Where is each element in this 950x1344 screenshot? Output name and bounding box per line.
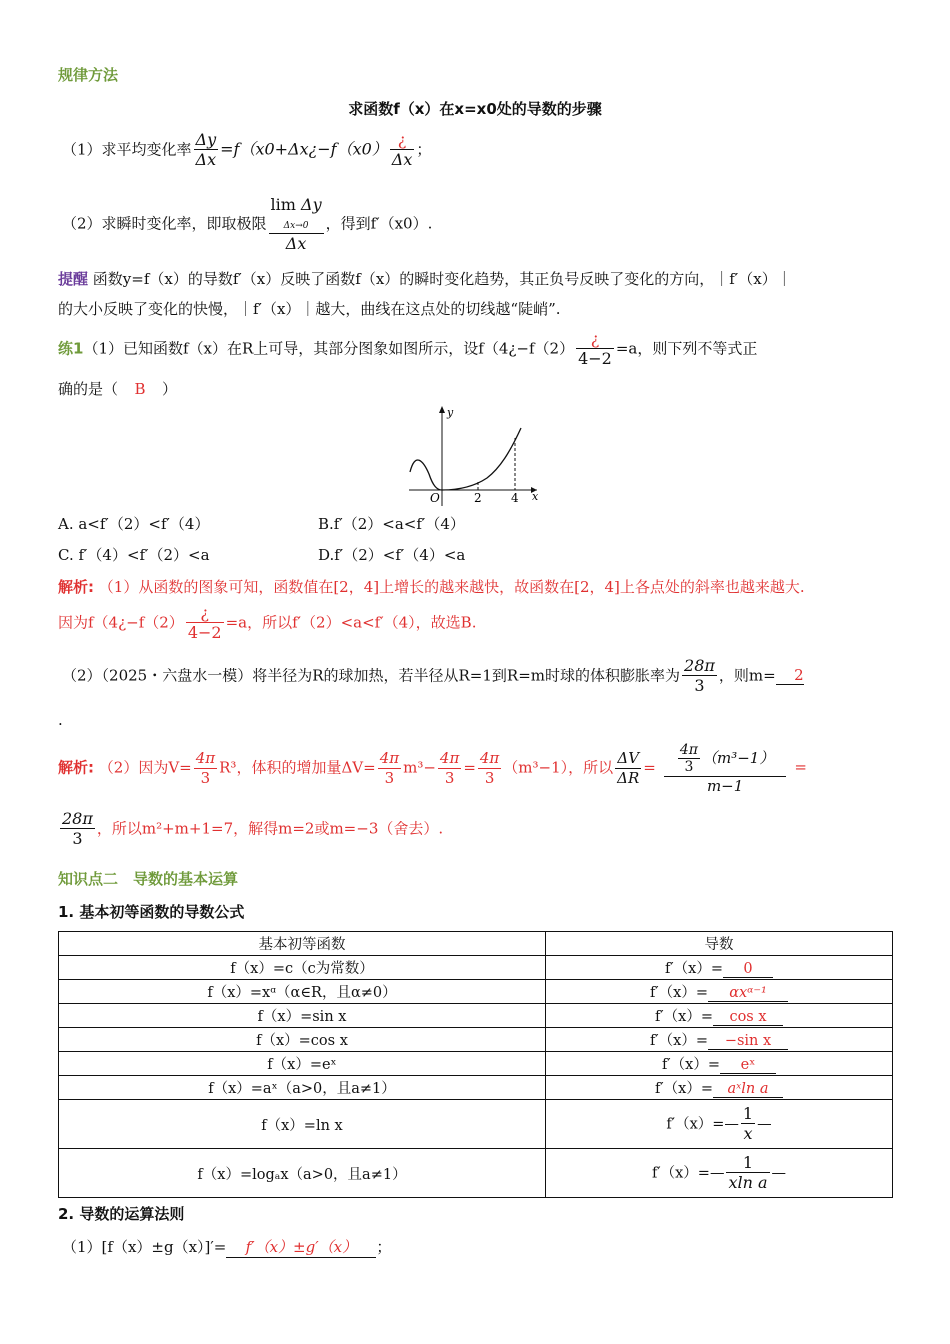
exercise-1-fraction (576, 330, 614, 369)
deriv-frac-den: x (743, 1124, 753, 1144)
step-2 (62, 196, 432, 253)
analysis-2-line-1 (58, 742, 807, 795)
table-header-func: 基本初等函数 (59, 932, 546, 956)
deriv-cell: f′（x）=— $\frac{1}{x}$ — (546, 1100, 893, 1149)
deriv-fraction (741, 1105, 755, 1144)
a2-f1-den: 3 (200, 768, 211, 787)
a2-res-num: 28π (62, 809, 93, 828)
step1-num: Δy (195, 130, 217, 149)
lim-sub: Δx→0 (283, 221, 309, 232)
step2-num: Δy (301, 195, 322, 214)
deriv-answer: 0 (723, 961, 773, 978)
analysis-2-dvdr (615, 750, 641, 786)
deriv-prefix: f′（x）= (666, 1116, 725, 1132)
analysis-2-d: = (463, 758, 476, 777)
analysis-1-text: （1）从函数的图象可知，函数值在[2，4]上增长的越来越快，故函数在[2，4]上各点处的斜率也越来越大. (98, 578, 805, 596)
analysis-1-pre: 因为f（4¿−f（2） (58, 613, 184, 632)
analysis-2-big-fraction (664, 742, 786, 795)
analysis-2-c: m³− (403, 758, 436, 777)
exercise-1-answer: B (134, 380, 146, 398)
deriv-cell (546, 956, 893, 980)
exercise-2-fraction (682, 657, 717, 696)
deriv-frac-num: 1 (726, 1154, 769, 1173)
table-row (59, 1028, 893, 1052)
table-row (59, 956, 893, 980)
a2-f4-den: 3 (484, 768, 495, 787)
section-header-rules: 规律方法 (58, 66, 119, 84)
y-axis-arrow (439, 406, 445, 413)
a2-dv: ΔV (615, 750, 641, 768)
step2-limit-fraction (269, 196, 324, 253)
a2-f4-num: 4π (479, 749, 500, 768)
tick-4: 4 (511, 491, 519, 505)
a2-big-den: m−1 (706, 776, 744, 795)
origin-label: O (430, 491, 440, 505)
step2-limit-num (269, 196, 324, 234)
exercise-2-tail: ，则m= (718, 666, 776, 685)
exercise-2 (62, 657, 804, 696)
step2-prefix: （2）求瞬时变化率，即取极限 (62, 214, 267, 233)
step1-fraction (194, 131, 219, 170)
analysis-2-label: 解析: (58, 758, 94, 777)
analysis-2-line-2 (58, 810, 443, 849)
rule-1 (62, 1236, 391, 1258)
exercise-1-text: （1）已知函数f（x）在R上可导，其部分图象如图所示，设f（4¿−f（2） (83, 339, 575, 358)
deriv-frac-den: xln a (728, 1173, 768, 1193)
func-cell: f（x）=sin x (59, 1004, 546, 1028)
step2-den: Δx (285, 233, 307, 253)
tip-label: 提醒 (58, 270, 89, 288)
exercise-1-prompt: 确的是（ (58, 380, 119, 398)
analysis-1-line-2 (58, 604, 476, 643)
tip-line-1 (58, 268, 792, 289)
deriv-cell (546, 980, 893, 1004)
derivative-table (58, 931, 893, 1198)
deriv-answer: aˣln a (713, 1081, 783, 1098)
func-cell: f（x）=c（c为常数） (59, 956, 546, 980)
deriv-cell (546, 1004, 893, 1028)
deriv-prefix: f′（x）= (655, 1009, 713, 1025)
exercise-2-answer: 2 (776, 666, 804, 685)
steps-title: 求函数f（x）在x=x0处的导数的步骤 (348, 100, 602, 118)
step1-tail-fraction (390, 131, 415, 170)
func-cell: f（x）=aˣ（a>0，且a≠1） (59, 1076, 546, 1100)
step1-prefix: （1）求平均变化率 (62, 140, 192, 159)
lim-word: lim (270, 195, 296, 214)
step-1 (62, 131, 431, 170)
exercise-1-line2 (58, 378, 177, 399)
deriv-answer: eˣ (720, 1057, 776, 1074)
exercise-1-frac-num: ¿ (590, 329, 600, 348)
option-c: C. f′（4）<f′（2）<a (58, 546, 210, 564)
func-cell: f（x）=xᵅ（α∈R，且α≠0） (59, 980, 546, 1004)
exercise-2-text: （2）（2025・六盘水一模）将半径为R的球加热，若半径从R=1到R=m时球的体积膨胀率为 (62, 666, 681, 685)
analysis-2-text: ，所以m²+m+1=7，解得m=2或m=−3（舍去）. (96, 819, 444, 838)
deriv-cell (546, 1052, 893, 1076)
deriv-prefix: f′（x）= (650, 985, 708, 1001)
exercise-2-frac-den: 3 (694, 676, 705, 696)
a2-big-num (664, 742, 786, 777)
analysis-2-eq2: = (794, 758, 807, 777)
function-curve (410, 428, 521, 490)
analysis-1-fraction (186, 604, 224, 643)
deriv-frac-num: 1 (742, 1103, 754, 1123)
table-row (59, 980, 893, 1004)
subsection-1-title: 1. 基本初等函数的导数公式 (58, 903, 245, 921)
analysis-2-e: （m³−1），所以 (503, 758, 614, 777)
function-graph (405, 402, 545, 508)
exercise-1-label: 练1 (58, 339, 84, 358)
a2-f2-num: 4π (379, 749, 400, 768)
option-d: D.f′（2）<f′（4）<a (318, 546, 466, 564)
analysis-2-frac1 (194, 750, 217, 786)
rule-1-end: ； (376, 1238, 392, 1256)
step1-end: ； (416, 140, 432, 159)
a2-f2-den: 3 (384, 768, 395, 787)
knowledge-point-2-title: 知识点二 导数的基本运算 (58, 870, 239, 888)
exercise-1-close: ） (162, 380, 178, 398)
step1-tail-num: ¿ (397, 130, 407, 149)
rule-1-prefix: （1）[f（x）±g（x）]′= (62, 1238, 227, 1256)
table-row (59, 1100, 893, 1149)
a2-f3-den: 3 (444, 768, 455, 787)
a2-f1-num: 4π (195, 749, 216, 768)
deriv-prefix: f′（x）= (662, 1057, 720, 1073)
rule-1-answer: f′（x）±g′（x） (226, 1236, 376, 1258)
x-label: x (532, 490, 539, 503)
exercise-2-dot: . (58, 711, 63, 729)
table-header-deriv: 导数 (546, 932, 893, 956)
deriv-answer: −sin x (708, 1033, 788, 1050)
deriv-answer: αxᵅ⁻¹ (708, 985, 788, 1002)
analysis-1-frac-den: 4−2 (187, 623, 222, 643)
a2-dr: ΔR (617, 768, 640, 787)
deriv-prefix: f′（x）= (651, 1165, 710, 1181)
a2-f3-num: 4π (439, 749, 460, 768)
analysis-2-result-fraction (60, 810, 95, 849)
deriv-cell (546, 1076, 893, 1100)
deriv-answer: cos x (713, 1009, 783, 1026)
table-row (59, 1149, 893, 1198)
analysis-1-line-1 (58, 576, 805, 597)
deriv-prefix: f′（x）= (655, 1081, 713, 1097)
a2-big-inner-num: 4π (679, 742, 698, 758)
analysis-2-frac3 (438, 750, 461, 786)
analysis-2-frac4 (478, 750, 501, 786)
exercise-2-frac-num: 28π (684, 656, 715, 675)
deriv-prefix: f′（x）= (650, 1033, 708, 1049)
analysis-2-eq: = (643, 758, 656, 777)
a2-big-num-tail: （m³−1） (701, 748, 775, 767)
tick-2: 2 (474, 491, 482, 505)
analysis-1-frac-num: ¿ (200, 603, 209, 622)
exercise-1-tail: =a，则下列不等式正 (615, 339, 758, 358)
analysis-2-frac2 (378, 750, 401, 786)
tip-text-1: 函数y=f（x）的导数f′（x）反映了函数f（x）的瞬时变化趋势，其正负号反映了变化的方向，｜f′（x）｜ (92, 270, 792, 288)
a2-res-den: 3 (72, 829, 83, 849)
y-label: y (447, 406, 454, 419)
step2-suffix: ，得到f′（x0）. (325, 214, 433, 233)
analysis-2-a: （2）因为V= (98, 758, 192, 777)
deriv-fraction (726, 1154, 769, 1193)
tip-line-2: 的大小反映了变化的快慢，｜f′（x）｜越大，曲线在这点处的切线越“陡峭”. (58, 300, 561, 318)
exercise-1 (58, 330, 757, 369)
table-row (59, 1076, 893, 1100)
subsection-2-title: 2. 导数的运算法则 (58, 1205, 185, 1223)
step1-tail-den: Δx (391, 150, 413, 170)
step1-mid: =f（x0+Δx¿−f（x0） (220, 139, 388, 159)
analysis-1-post: =a，所以f′（2）<a<f′（4），故选B. (225, 613, 477, 632)
analysis-2-b: R³，体积的增加量ΔV= (219, 758, 376, 777)
func-cell: f（x）=eˣ (59, 1052, 546, 1076)
analysis-1-label: 解析: (58, 578, 94, 596)
table-row (59, 1052, 893, 1076)
a2-big-inner-den: 3 (684, 759, 694, 776)
func-cell: f（x）=ln x (59, 1100, 546, 1149)
step1-den: Δx (195, 150, 217, 170)
func-cell: f（x）=logₐx（a>0，且a≠1） (59, 1149, 546, 1198)
exercise-1-frac-den: 4−2 (578, 349, 612, 369)
option-b: B.f′（2）<a<f′（4） (318, 515, 465, 533)
deriv-cell (546, 1028, 893, 1052)
deriv-cell: f′（x）=— $\frac{1}{\text{xln a}}$ — (546, 1149, 893, 1198)
table-header-row (59, 932, 893, 956)
table-row (59, 1004, 893, 1028)
deriv-prefix: f′（x）= (665, 961, 723, 977)
func-cell: f（x）=cos x (59, 1028, 546, 1052)
option-a: A. a<f′（2）<f′（4） (58, 515, 210, 533)
